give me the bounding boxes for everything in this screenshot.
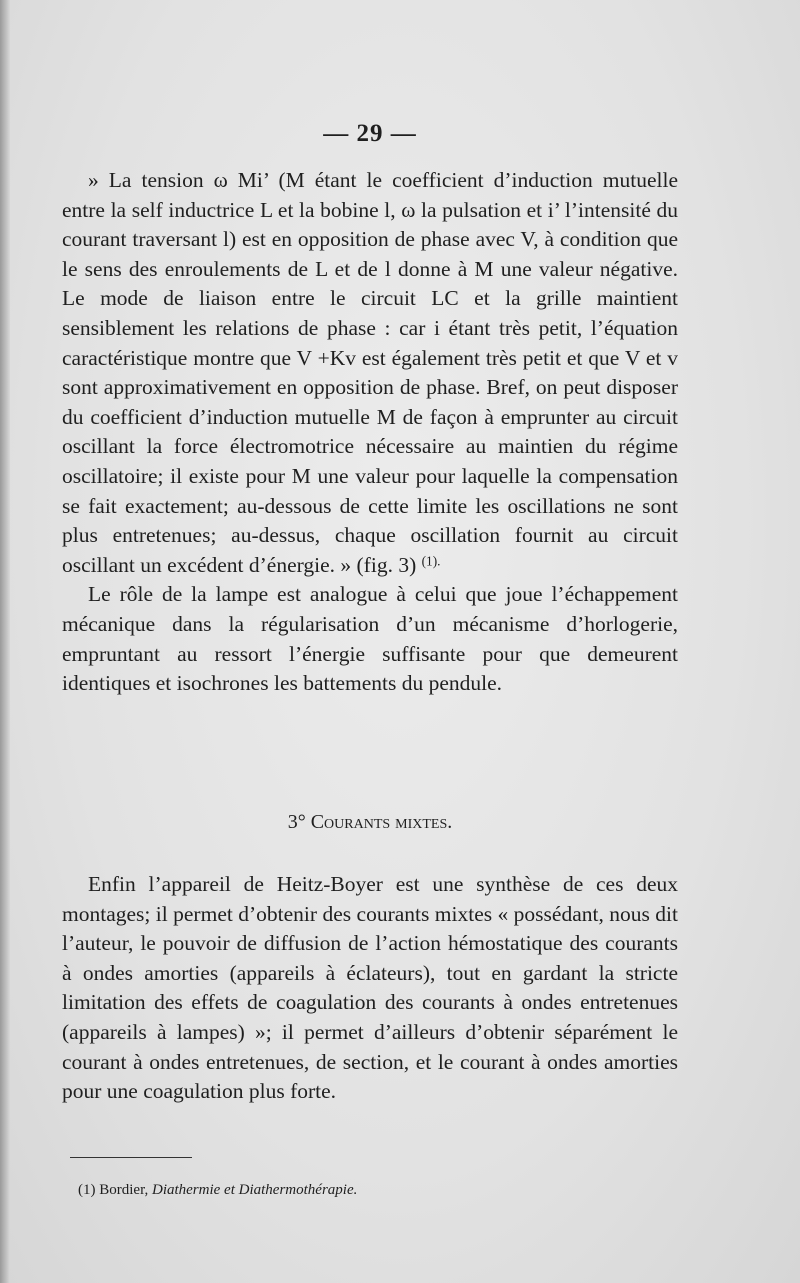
- section-title: Courants mixtes.: [310, 811, 453, 833]
- paragraph-text: » La tension ω Mi’ (M étant le coefficient d’induction mutuelle entre la self inductrice L et la bobine l, ω la pulsation et i’ l’intensité du courant traversant l) est en opposition de phase avec V, à condition que le sens des enroulements de L et de l donne à M une valeur négative. Le mode de liaison entre le circuit LC et la grille maintient sensiblement les relations de phase : car i étant très petit, l’équation caractéristique montre que V +Kv est également très petit et que V et v sont approximativement en opposition de phase. Bref, on peut disposer du coefficient d’induction mutuelle M de façon à emprunter au circuit oscillant la force électromotrice nécessaire au maintien du régime oscillatoire; il existe pour M une valeur pour laquelle la compensation se fait exactement; au-dessous de cette limite les oscillations ne sont plus entretenues; au-dessus, chaque oscillation fournit au circuit oscillant un excédent d’énergie. » (fig. 3): [62, 168, 678, 577]
- footnote-title: Diathermie et Diathermothérapie.: [151, 1182, 358, 1198]
- main-text-bottom: [62, 870, 678, 1107]
- paragraph: [62, 870, 678, 1107]
- section-heading: [0, 811, 740, 834]
- footnote: [78, 1180, 678, 1200]
- footnote-reference: (1).: [421, 553, 441, 569]
- page-shadow-edge: [0, 0, 10, 1283]
- main-text-top: [62, 166, 678, 699]
- paragraph-text: Enfin l’appareil de Heitz-Boyer est une synthèse de ces deux montages; il permet d’obtenir des courants mixtes « possédant, nous dit l’auteur, le pouvoir de diffusion de l’action hémostatique des courants à ondes amorties (appareils à éclateurs), tout en gardant la stricte limitation des effets de coagulation des courants à ondes entretenues (appareils à lampes) »; il permet d’ailleurs d’obtenir séparément le courant à ondes entretenues, de section, et le courant à ondes amorties pour une coagulation plus forte.: [62, 872, 678, 1104]
- paragraph-text: Le rôle de la lampe est analogue à celui que joue l’échappement mécanique dans la régularisation d’un mécanisme d’horlogerie, empruntant au ressort l’énergie suffisante pour que demeurent identiques et isochrones les battements du pendule.: [62, 582, 678, 696]
- footnote-marker: (1): [78, 1182, 96, 1198]
- footnote-author: Bordier,: [99, 1182, 149, 1198]
- footnote-separator: [70, 1157, 192, 1158]
- page-number: — 29 —: [323, 120, 417, 147]
- paragraph: [62, 166, 678, 580]
- section-number: 3°: [287, 811, 306, 833]
- paragraph: [62, 580, 678, 698]
